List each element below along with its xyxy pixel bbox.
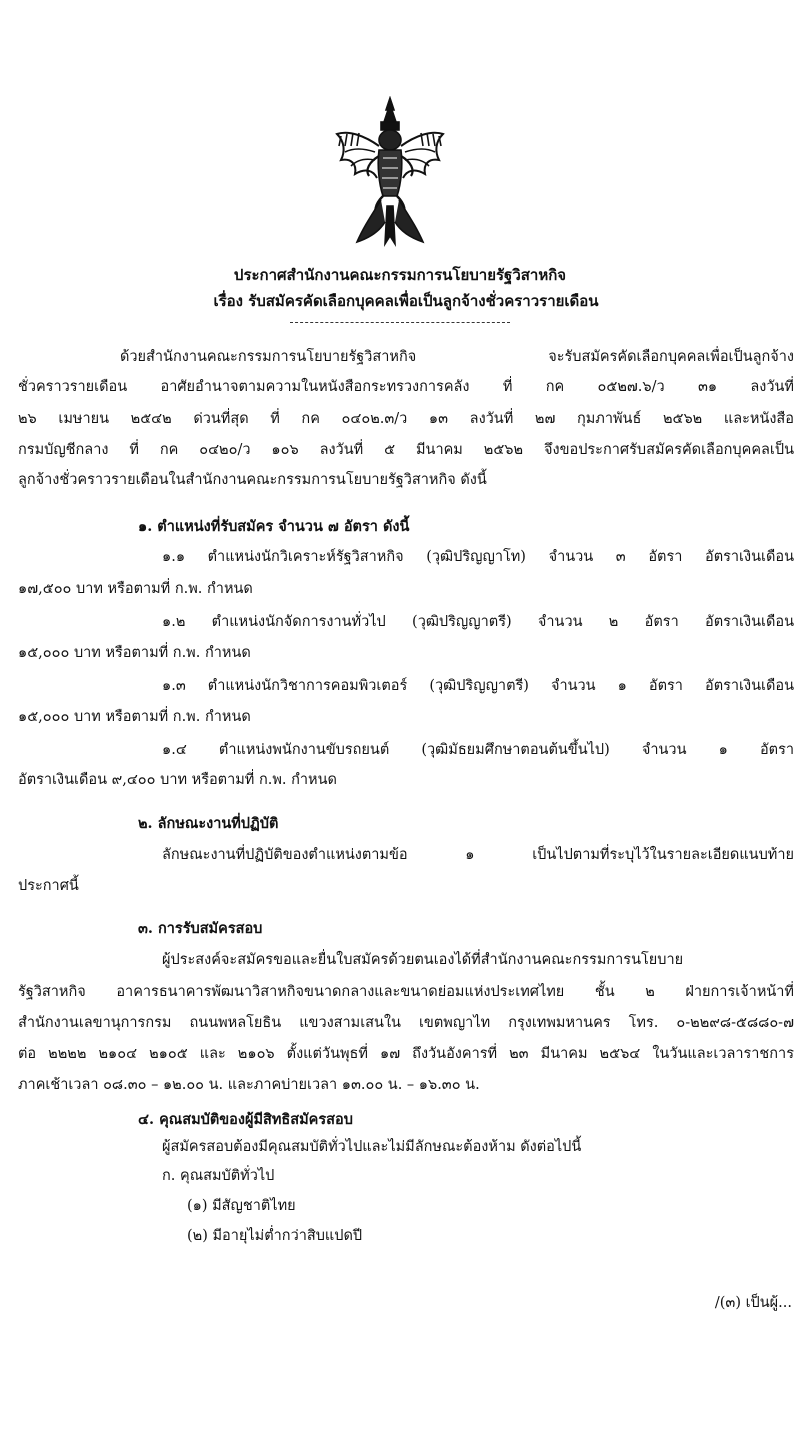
section4-subheading: ก. คุณสมบัติทั่วไป bbox=[162, 1168, 275, 1184]
section2-text: ประกาศนี้ bbox=[18, 878, 79, 894]
position-salary: ๑๕,๐๐๐ บาท หรือตามที่ ก.พ. กำหนด bbox=[18, 645, 251, 661]
title-line-1: ประกาศสำนักงานคณะกรรมการนโยบายรัฐวิสาหกิจ bbox=[233, 266, 567, 284]
section3-heading: ๓. การรับสมัครสอบ bbox=[138, 920, 263, 937]
intro-line: ลูกจ้างชั่วคราวรายเดือนในสำนักงานคณะกรรมการนโยบายรัฐวิสาหกิจ ดังนี้ bbox=[18, 472, 487, 488]
section1-heading: ๑. ตำแหน่งที่รับสมัคร จำนวน ๗ อัตรา ดังนี้ bbox=[138, 518, 410, 535]
qualification-item: (๒) มีอายุไม่ต่ำกว่าสิบแปดปี bbox=[187, 1228, 363, 1244]
title-line-2: เรื่อง รับสมัครคัดเลือกบุคคลเพื่อเป็นลูกจ้างชั่วคราวรายเดือน bbox=[213, 292, 599, 310]
section3-text: ต่อ ๒๒๒๒ ๒๑๐๔ ๒๑๐๕ และ ๒๑๐๖ ตั้งแต่วันพุธที่ ๑๗ ถึงวันอังคารที่ ๒๓ มีนาคม ๒๕๖๔ ในวันและเวลาราชการ bbox=[18, 1046, 794, 1062]
section4-heading: ๔. คุณสมบัติของผู้มีสิทธิสมัครสอบ bbox=[138, 1111, 353, 1128]
section4-text: ผู้สมัครสอบต้องมีคุณสมบัติทั่วไปและไม่มีลักษณะต้องห้าม ดังต่อไปนี้ bbox=[162, 1139, 582, 1155]
garuda-emblem-icon bbox=[335, 96, 445, 248]
position-salary: ๑๕,๐๐๐ บาท หรือตามที่ ก.พ. กำหนด bbox=[18, 709, 251, 725]
section3-text: ผู้ประสงค์จะสมัครขอและยื่นใบสมัครด้วยตนเองได้ที่สำนักงานคณะกรรมการนโยบาย bbox=[162, 952, 684, 968]
qualification-item: (๑) มีสัญชาติไทย bbox=[187, 1198, 296, 1214]
intro-line: ๒๖ เมษายน ๒๕๔๒ ด่วนที่สุด ที่ กค ๐๔๐๒.๓/ว ๑๓ ลงวันที่ ๒๗ กุมภาพันธ์ ๒๕๖๒ และหนังสือ bbox=[18, 411, 794, 427]
title-separator bbox=[290, 322, 510, 323]
intro-line: กรมบัญชีกลาง ที่ กค ๐๔๒๐/ว ๑๐๖ ลงวันที่ ๕ มีนาคม ๒๕๖๒ จึงขอประกาศรับสมัครคัดเลือกบุคคลเป็น bbox=[18, 442, 794, 458]
position-salary: อัตราเงินเดือน ๙,๔๐๐ บาท หรือตามที่ ก.พ. กำหนด bbox=[18, 772, 337, 788]
position-item: ๑.๔ ตำแหน่งพนักงานขับรถยนต์ (วุฒิมัธยมศึกษาตอนต้นขึ้นไป) จำนวน ๑ อัตรา bbox=[162, 742, 794, 758]
section3-text: ภาคเช้าเวลา ๐๘.๓๐ – ๑๒.๐๐ น. และภาคบ่ายเวลา ๑๓.๐๐ น. – ๑๖.๓๐ น. bbox=[18, 1077, 480, 1093]
section3-text: รัฐวิสาหกิจ อาคารธนาคารพัฒนาวิสาหกิจขนาดกลางและขนาดย่อมแห่งประเทศไทย ชั้น ๒ ฝ่ายการเจ้าหน้าที่ bbox=[18, 984, 794, 1000]
position-salary: ๑๗,๕๐๐ บาท หรือตามที่ ก.พ. กำหนด bbox=[18, 581, 253, 597]
announcement-title bbox=[0, 262, 800, 323]
intro-line: ชั่วคราวรายเดือน อาศัยอำนาจตามความในหนังสือกระทรวงการคลัง ที่ กค ๐๕๒๗.๖/ว ๓๑ ลงวันที่ bbox=[18, 379, 794, 395]
position-item: ๑.๓ ตำแหน่งนักวิชาการคอมพิวเตอร์ (วุฒิปริญญาตรี) จำนวน ๑ อัตรา อัตราเงินเดือน bbox=[162, 678, 794, 694]
position-item: ๑.๒ ตำแหน่งนักจัดการงานทั่วไป (วุฒิปริญญาตรี) จำนวน ๒ อัตรา อัตราเงินเดือน bbox=[162, 614, 794, 630]
section3-text: สำนักงานเลขานุการกรม ถนนพหลโยธิน แขวงสามเสนใน เขตพญาไท กรุงเทพมหานคร โทร. ๐-๒๒๙๘-๕๘๘๐-๗ bbox=[18, 1015, 794, 1031]
section2-text: ลักษณะงานที่ปฏิบัติของตำแหน่งตามข้อ ๑ เป็นไปตามที่ระบุไว้ในรายละเอียดแนบท้าย bbox=[162, 847, 794, 863]
page-continuation: /(๓) เป็นผู้... bbox=[714, 1295, 792, 1311]
section2-heading: ๒. ลักษณะงานที่ปฏิบัติ bbox=[138, 815, 279, 832]
position-item: ๑.๑ ตำแหน่งนักวิเคราะห์รัฐวิสาหกิจ (วุฒิปริญญาโท) จำนวน ๓ อัตรา อัตราเงินเดือน bbox=[162, 549, 794, 565]
intro-line: ด้วยสำนักงานคณะกรรมการนโยบายรัฐวิสาหกิจ จะรับสมัครคัดเลือกบุคคลเพื่อเป็นลูกจ้าง bbox=[120, 349, 794, 365]
